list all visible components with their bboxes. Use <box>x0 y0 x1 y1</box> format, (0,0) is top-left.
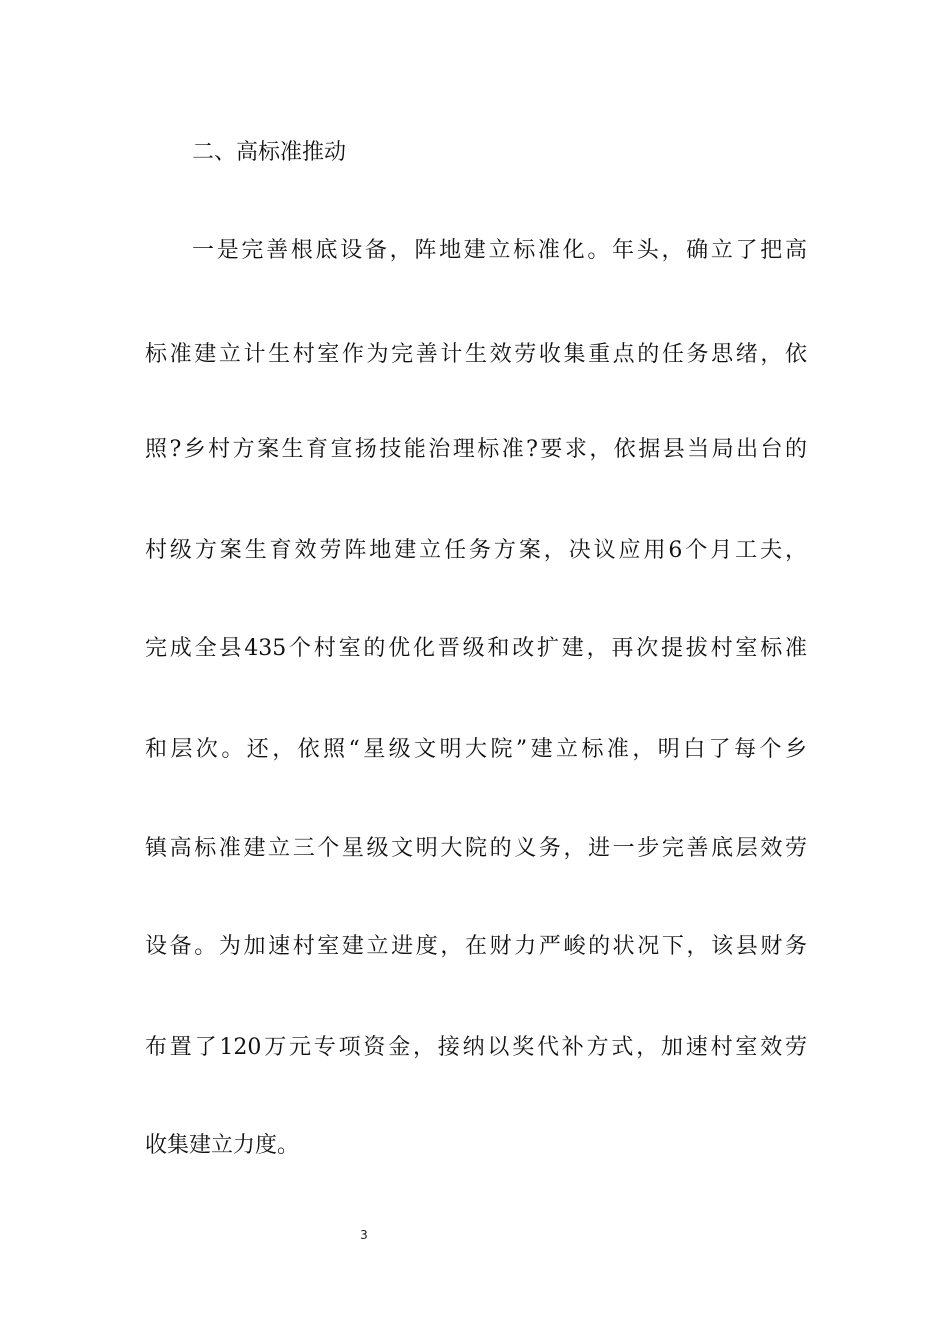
paragraph-line-1: 一是完善根底设备，阵地建立标准化。年头，确立了把高 <box>192 238 807 263</box>
paragraph-line-9: 布置了120万元专项资金，接纳以奖代补方式，加速村室效劳 <box>145 1035 807 1060</box>
paragraph-line-4: 村级方案生育效劳阵地建立任务方案，决议应用6个月工夫， <box>145 538 807 563</box>
paragraph-line-3: 照?乡村方案生育宣扬技能治理标准?要求，依据县当局出台的 <box>145 437 807 462</box>
paragraph-line-2: 标准建立计生村室作为完善计生效劳收集重点的任务思绪，依 <box>145 342 807 367</box>
page-number: 3 <box>360 1228 368 1242</box>
paragraph-line-8: 设备。为加速村室建立进度，在财力严峻的状况下，该县财务 <box>145 934 807 959</box>
paragraph-line-7: 镇高标准建立三个星级文明大院的义务，进一步完善底层效劳 <box>145 836 807 861</box>
paragraph-line-6: 和层次。还，依照“星级文明大院”建立标准，明白了每个乡 <box>145 737 807 762</box>
section-heading: 二、高标准推动 <box>192 140 347 165</box>
paragraph-line-5: 完成全县435个村室的优化晋级和改扩建，再次提拔村室标准 <box>145 636 807 661</box>
paragraph-line-10: 收集建立力度。 <box>145 1133 300 1158</box>
